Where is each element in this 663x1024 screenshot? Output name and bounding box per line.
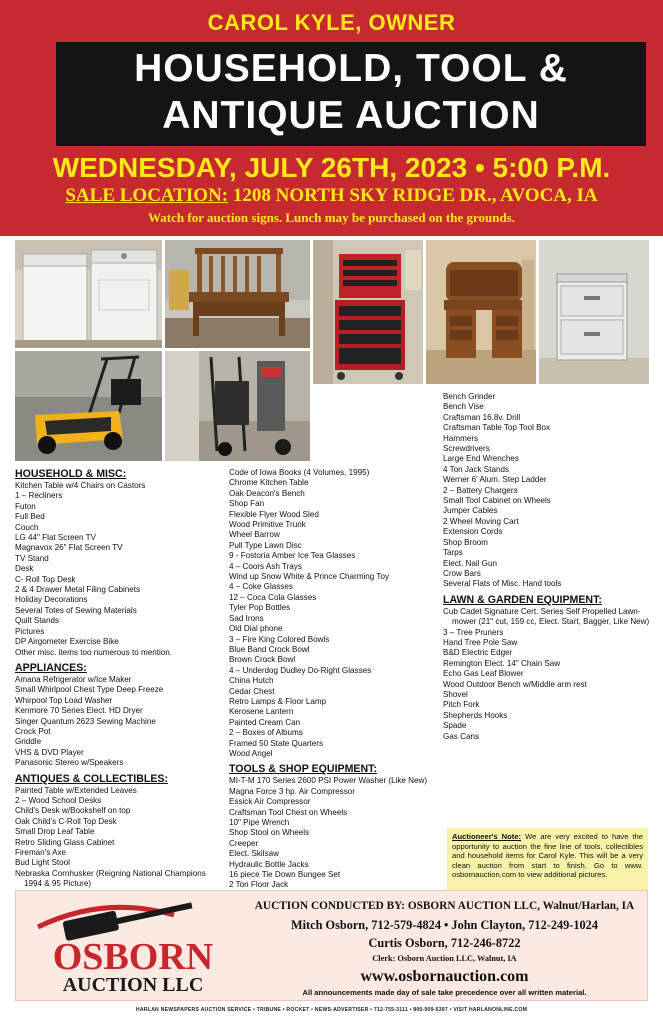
list-item: Creeper	[229, 838, 259, 848]
list-item: TV Stand	[15, 553, 49, 563]
list-item: Wood Outdoor Bench w/Middle arm rest	[443, 679, 587, 689]
list-item: Shop Broom	[443, 537, 488, 547]
list-item: Large End Wrenches	[443, 454, 519, 464]
list-item: Oak Child's C-Roll Top Desk	[15, 816, 117, 826]
list-item: Craftsman Tool Chest on Wheels	[229, 807, 348, 817]
household-heading: HOUSEHOLD & MISC:	[15, 468, 127, 480]
list-item: Tarps	[443, 548, 463, 558]
list-item: Pull Type Lawn Disc	[229, 540, 302, 550]
watch-note: Watch for auction signs. Lunch may be purchased on the grounds.	[148, 210, 515, 225]
list-item: Panasonic Stereo w/Speakers	[15, 758, 124, 768]
lawn-list	[443, 607, 655, 742]
list-item: Amana Refrigerator w/Ice Maker	[15, 674, 132, 684]
list-item: 4 – Coors Ash Trays	[229, 561, 302, 571]
list-item: Griddle	[15, 737, 42, 747]
list-item: Jumper Cables	[443, 506, 498, 516]
list-item: Quilt Stands	[15, 616, 60, 626]
conducted-by: AUCTION CONDUCTED BY: OSBORN AUCTION LLC, Walnut/Harlan, IA	[254, 900, 635, 912]
list-item: 4 Ton Jack Stands	[443, 464, 509, 474]
list-item: Screwdrivers	[443, 444, 490, 454]
list-item: Crow Bars	[443, 568, 481, 578]
auctioneers-line-1: Mitch Osborn, 712-579-4824 • John Clayton, 712-249-1024	[291, 918, 598, 932]
sale-location	[0, 185, 663, 207]
appliances-list	[15, 675, 219, 769]
list-item: Kenmore 70 Series Elect. HD Dryer	[15, 706, 143, 716]
list-item: Shepherds Hooks	[443, 710, 508, 720]
roll-top-desk-photo	[426, 240, 536, 384]
list-item: Elect. Skilsaw	[229, 849, 279, 859]
list-item: Bench Grinder	[443, 392, 496, 401]
list-item: Chrome Kitchen Table	[229, 478, 309, 488]
list-item: 2 & 4 Drawer Metal Filing Cabinets	[15, 585, 141, 595]
footer-box	[15, 890, 648, 1001]
list-item: Painted Cream Can	[229, 717, 301, 727]
list-item: Shop Stool on Wheels	[229, 828, 310, 838]
antiques-list	[15, 786, 219, 890]
list-item: Bench Vise	[443, 402, 484, 412]
list-item: Hammers	[443, 433, 479, 443]
tools-list	[229, 776, 434, 890]
lawn-mower-photo	[15, 351, 162, 461]
list-item: Several Flats of Misc. Hand tools	[443, 579, 562, 589]
sale-location-address: 1208 NORTH SKY RIDGE DR., AVOCA, IA	[228, 185, 598, 206]
header-banner	[0, 0, 663, 236]
list-item: Wind up Snow White & Prince Charming Toy	[229, 572, 389, 582]
list-item: Retro Lamps & Floor Lamp	[229, 696, 327, 706]
list-item: Sad Irons	[229, 613, 264, 623]
list-item: 2 Ton Floor Jack	[229, 880, 289, 890]
list-item: 16 piece Tie Down Bungee Set	[229, 870, 341, 880]
lawn-heading: LAWN & GARDEN EQUIPMENT:	[443, 593, 602, 606]
appliances-heading: APPLIANCES:	[15, 661, 87, 674]
antiques-continued-list	[229, 468, 434, 759]
list-item: Magnavox 26" Flat Screen TV	[15, 543, 123, 553]
auctioneers-note	[447, 828, 648, 891]
list-item: 2 – Boxes of Albums	[229, 728, 303, 738]
list-item: Futon	[15, 501, 36, 511]
list-item: Pictures	[15, 626, 45, 636]
list-item: Nebraska Cornhusker (Reigning National Champions 1994 & 95 Picture)	[15, 868, 206, 889]
auctioneers-note-text: We are very excited to have the opportunity to auction the fine line of tools, collectibles and household items for Carol Kyle. This will be a very clean auction from start to finish. Go to www. osbornauction.com to view additional pictures.	[452, 832, 643, 880]
list-item: B&D Electric Edger	[443, 648, 513, 658]
list-item: Code of Iowa Books (4 Volumes, 1995)	[229, 468, 370, 477]
clerk-line: Clerk: Osborn Auction LLC, Walnut, IA	[372, 954, 517, 963]
list-item: VHS & DVD Player	[15, 747, 84, 757]
list-item: Shovel	[443, 689, 468, 699]
newspaper-credit: HARLAN NEWSPAPERS AUCTION SERVICE • TRIBUNE • ROCKET • NEWS-ADVERTISER • 712-755-3111 • 800-909-6397 • VISIT HARLANONLINE.COM	[135, 1007, 528, 1013]
list-item: 10" Pipe Wrench	[229, 818, 290, 827]
list-item: Small Tool Cabinet on Wheels	[443, 496, 551, 506]
list-item: 9 - Fostoria Amber Ice Tea Glasses	[229, 551, 356, 561]
list-item: Kitchen Table w/4 Chairs on Castors	[15, 481, 146, 490]
tools-heading: TOOLS & SHOP EQUIPMENT:	[229, 763, 377, 776]
list-item: Cub Cadet Signature Cert. Series Self Propelled Lawn-mower (21" cut, 159 cc, Elect. Start, Bagger, Like New)	[443, 606, 650, 627]
list-item: Craftsman Table Top Tool Box	[443, 423, 551, 433]
moving-cart-photo	[165, 351, 310, 461]
list-item: 3 – Fire King Colored Bowls	[229, 634, 330, 644]
list-item: Kerosene Lantern	[229, 707, 294, 717]
list-item: Gas Cans	[443, 731, 479, 741]
announcement-note: All announcements made day of sale take precedence over all written material.	[302, 988, 587, 997]
list-item: Hydraulic Bottle Jacks	[229, 859, 309, 869]
list-item: Oak Deacon's Bench	[229, 488, 305, 498]
list-item: Wheel Barrow	[229, 530, 280, 540]
list-item: China Hutch	[229, 676, 274, 686]
list-item: Whirpool Top Load Washer	[15, 695, 113, 705]
filing-cabinet-photo	[539, 240, 649, 384]
listing-column-1	[15, 468, 219, 890]
list-item: Tyler Pop Bottles	[229, 603, 291, 613]
list-item: Wood Angel	[229, 748, 273, 758]
list-item: Cedar Chest	[229, 686, 275, 696]
list-item: Couch	[15, 522, 39, 532]
title-box	[56, 42, 646, 146]
list-item: Small Drop Leaf Table	[15, 827, 95, 837]
owner-name: CAROL KYLE, OWNER	[207, 10, 456, 35]
auctioneers-line-2: Curtis Osborn, 712-246-8722	[368, 936, 521, 950]
list-item: Wood Primitive Trunk	[229, 520, 306, 530]
list-item: C- Roll Top Desk	[15, 574, 76, 584]
list-item: 2 – Wood School Desks	[15, 795, 102, 805]
list-item: Elect. Nail Gun	[443, 558, 497, 568]
title-line-2: ANTIQUE AUCTION	[162, 94, 540, 137]
logo-top-text: OSBORN	[52, 936, 214, 978]
list-item: Fireman's Axe	[15, 848, 67, 857]
auction-date: WEDNESDAY, JULY 26TH, 2023 • 5:00 P.M.	[52, 152, 611, 183]
antiques-heading: ANTIQUES & COLLECTIBLES:	[15, 772, 169, 785]
list-item: 4 – Underdog Dudley Do-Right Glasses	[229, 665, 372, 675]
washer-dryer-photo	[15, 240, 162, 348]
list-item: Blue Band Crock Bowl	[229, 644, 310, 654]
list-item: Desk	[15, 564, 34, 574]
list-item: Retro Sliding Glass Cabinet	[15, 837, 115, 847]
list-item: Framed 50 State Quarters	[229, 738, 324, 748]
list-item: 3 – Tree Pruners	[443, 627, 504, 637]
list-item: Echo Gas Leaf Blower	[443, 669, 524, 679]
list-item: Essick Air Compressor	[229, 797, 311, 807]
tools-continued-list	[443, 392, 655, 590]
list-item: Painted Table w/Extended Leaves	[15, 785, 137, 795]
list-item: Brown Crock Bowl	[229, 655, 296, 665]
listing-column-2	[229, 468, 434, 891]
list-item: Craftsman 16.8v. Drill	[443, 412, 521, 422]
list-item: Small Whirlpool Chest Type Deep Freeze	[15, 685, 164, 695]
list-item: Other misc. items too numerous to mention.	[15, 647, 172, 657]
list-item: Full Bed	[15, 512, 45, 522]
list-item: Hand Tree Pole Saw	[443, 637, 518, 647]
craftsman-tool-chest-photo	[313, 240, 423, 384]
listing-column-3	[443, 392, 655, 742]
list-item: Flexible Flyer Wood Sled	[229, 509, 319, 519]
list-item: Magna Force 3 hp. Air Compressor	[229, 786, 355, 796]
wood-bench-photo	[165, 240, 310, 348]
list-item: 1 – Recliners	[15, 491, 63, 501]
list-item: Holiday Decorations	[15, 595, 88, 605]
list-item: Singer Quantum 2623 Sewing Machine	[15, 716, 156, 726]
list-item: Old Dial phone	[229, 624, 283, 634]
auctioneers-note-label: Auctioneer's Note:	[452, 832, 522, 841]
logo-bottom-text: AUCTION LLC	[62, 974, 204, 995]
osborn-logo	[24, 897, 242, 995]
list-item: 4 – Coke Glasses	[229, 582, 293, 592]
sale-location-label: SALE LOCATION:	[65, 185, 229, 206]
website-link[interactable]: www.osbornauction.com	[360, 968, 529, 985]
list-item: Pitch Fork	[443, 700, 480, 710]
gavel-icon	[62, 897, 193, 941]
list-item: Child's Desk w/Bookshelf on top	[15, 806, 131, 816]
list-item: MI-T-M 170 Series 2600 PSI Power Washer (Like New)	[229, 776, 428, 786]
list-item: Werner 6' Alum. Step Ladder	[443, 475, 547, 485]
list-item: 2 Wheel Moving Cart	[443, 516, 519, 526]
list-item: 12 – Coca Cola Glasses	[229, 592, 317, 602]
title-line-1: HOUSEHOLD, TOOL &	[134, 47, 568, 90]
list-item: Several Totes of Sewing Materials	[15, 605, 137, 615]
list-item: Extension Cords	[443, 527, 503, 537]
list-item: DP Airgometer Exercise Bike	[15, 637, 119, 647]
list-item: 2 – Battery Chargers	[443, 485, 518, 495]
list-item: Shop Fan	[229, 499, 265, 509]
household-list	[15, 481, 219, 658]
list-item: Remington Elect. 14" Chain Saw	[443, 658, 561, 668]
list-item: LG 44" Flat Screen TV	[15, 533, 97, 543]
list-item: Bud Light Stool	[15, 858, 70, 868]
list-item: Crock Pot	[15, 726, 51, 736]
list-item: Spade	[443, 721, 467, 731]
